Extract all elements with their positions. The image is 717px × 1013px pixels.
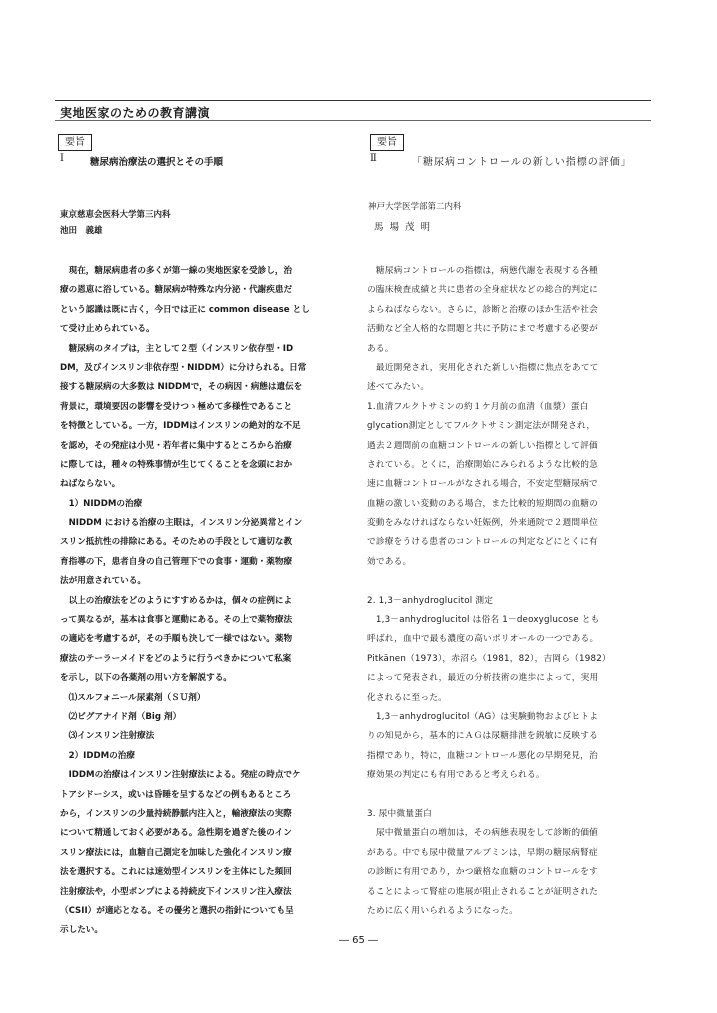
body-line: DM，及びインスリン非依存型・NIDDM）に分けられる。日常 xyxy=(60,362,307,373)
body-line: りの知見から，基本的にＡＧは尿糖排泄を鋭敏に反映する xyxy=(367,731,599,742)
summary-badge-right: 要旨 xyxy=(370,134,404,151)
body-line: 以上の治療法をどのようにすすめるかは，個々の症例によ xyxy=(60,595,293,606)
body-line: 最近開発され，実用化された新しい指標に焦点をあてて xyxy=(367,362,599,373)
body-line: Pitkänen（1973），赤沼ら（1981，82），吉岡ら（1982） xyxy=(367,653,611,664)
lecture-title-left: 糖尿病治療法の選択とその手順 xyxy=(90,157,224,168)
body-line: トアシドーシス，或いは昏睡を呈するなどの例もあるところ xyxy=(60,789,292,800)
body-line: よらねばならない。さらに，診断と治療のほか生活や社会 xyxy=(367,304,599,315)
body-line: ねばならない。 xyxy=(60,479,121,490)
body-line: ることによって腎症の進展が阻止されることが証明された xyxy=(367,886,599,897)
body-line: 療の恩恵に浴している。糖尿病が特殊な内分泌・代謝疾患だ xyxy=(60,285,293,296)
body-line: という認識は既に古く，今日では正に common disease とし xyxy=(60,304,310,315)
body-line: 呼ばれ，血中で最も濃度の高いポリオールの一つである。 xyxy=(367,634,599,645)
body-line: 法を選択する。これには速効型インスリンを主体にした頻回 xyxy=(60,867,292,878)
body-line xyxy=(367,786,611,805)
body-line: 尿中微量蛋白の増加は，その病態表現をして診断的価値 xyxy=(367,828,599,839)
top-rule xyxy=(55,100,651,101)
body-line: 1）NIDDMの治療 xyxy=(60,498,143,509)
body-line: から，インスリンの少量持続静脈内注入と，輸液療法の実際 xyxy=(60,808,292,819)
body-line: 指標であり，特に，血糖コントロール悪化の早期発見，治 xyxy=(367,750,598,761)
body-line: 糖尿病のタイプは，主として２型（インスリン依存型・ID xyxy=(60,343,294,354)
body-line: 1.血清フルクトサミンの約１ケ月前の血清（血漿）蛋白 xyxy=(367,401,589,412)
body-line: て受け止められている。 xyxy=(60,324,155,335)
abstract-body-right xyxy=(367,262,611,921)
body-line: で診療をうける患者のコントロールの判定などにとくに有 xyxy=(367,537,598,548)
body-line xyxy=(367,572,611,591)
body-line: 血糖の激しい変動のある場合，また比較的短期間の血糖の xyxy=(367,498,599,509)
body-line: 背景に，環境要因の影響を受けつゝ極めて多様性であること xyxy=(60,401,293,412)
body-line: 変動をみなければならない妊娠例，外来通院で２週間単位 xyxy=(367,518,599,529)
body-line: 療法のテーラーメイドをどのように行うべきかについて私案 xyxy=(60,653,292,664)
body-line: glycation測定としてフルクトサミン測定法が開発され， xyxy=(367,421,596,432)
author-left: 池田 義雄 xyxy=(60,226,103,236)
body-line: ⑴スルフォニール尿素剤（ＳＵ剤） xyxy=(60,692,206,703)
page-number: ― 65 ― xyxy=(338,935,379,946)
body-line: 活動など全人格的な問題と共に予防にまで考慮する必要が xyxy=(367,324,599,335)
abstract-body-left xyxy=(60,262,310,941)
body-line: されている。とくに，治療開始にみられるような比較的急 xyxy=(367,459,599,470)
body-line: って異なるが，基本は食事と運動にある。その上で薬物療法 xyxy=(60,615,293,626)
body-line: 1,3－anhydroglucitol は俗名 1－deoxyglucose とも xyxy=(367,615,600,626)
journal-section-title: 実地医家のための教育講演 xyxy=(60,106,211,120)
body-line: ために広く用いられるようになった。 xyxy=(367,905,519,916)
body-line: ⑶インスリン注射療法 xyxy=(60,731,155,742)
header-rule xyxy=(55,120,651,121)
body-line: 接する糖尿病の大多数は NIDDMで，その病因・病態は遺伝を xyxy=(60,382,303,393)
body-line: 法が用意されている。 xyxy=(60,576,146,587)
lecture-number-left: Ⅰ xyxy=(60,153,64,164)
body-line: によって発表され，最近の分析技術の進歩によって，実用 xyxy=(367,673,599,684)
body-line: の適応を考慮するが，その手順も決して一様ではない。薬物 xyxy=(60,634,293,645)
body-line: （CSII）が適応となる。その優劣と選択の指針についても呈 xyxy=(60,905,294,916)
author-right: 馬場茂明 xyxy=(374,222,437,233)
body-line: 育指導の下，患者自身の自己管理下での食事・運動・薬物療 xyxy=(60,556,293,567)
body-line: 化されるに至った。 xyxy=(367,692,447,703)
body-line: 1,3－anhydroglucitol（AG）は実験動物およびヒトよ xyxy=(367,711,599,722)
body-line: 効である。 xyxy=(367,556,412,567)
body-line: 速に血糖コントロールがなされる場合，不安定型糖尿病で xyxy=(367,479,598,490)
body-line: IDDMの治療はインスリン注射療法による。発症の時点でケ xyxy=(60,770,301,781)
lecture-number-right: Ⅱ xyxy=(370,153,377,164)
body-line: 3. 尿中微量蛋白 xyxy=(367,808,432,819)
lecture-title-right: 「糖尿病コントロールの新しい指標の評価」 xyxy=(412,157,632,168)
body-line: がある。中でも尿中微量アルブミンは，早期の糖尿病腎症 xyxy=(367,847,598,858)
body-line: に際しては，種々の特殊事情が生じてくることを念頭におか xyxy=(60,459,293,470)
body-line: ある。 xyxy=(367,343,394,354)
body-line: 現在，糖尿病患者の多くが第一線の実地医家を受診し，治 xyxy=(60,266,293,276)
body-line: を示し，以下の各薬剤の用い方を解説する。 xyxy=(60,673,232,684)
summary-badge-left: 要旨 xyxy=(58,134,92,151)
body-line: の臨床検査成績と共に患者の全身症状などの総合的判定に xyxy=(367,285,599,296)
body-line: 2）IDDMの治療 xyxy=(60,750,135,761)
body-line: 2. 1,3－anhydroglucitol 測定 xyxy=(367,595,494,606)
body-line: の診断に有用であり，かつ厳格な血糖のコントロールをす xyxy=(367,867,598,878)
affiliation-right: 神戸大学医学部第二内科 xyxy=(368,202,462,212)
body-line: 療効果の判定にも有用であると考えられる。 xyxy=(367,770,545,781)
body-line: 注射療法や，小型ポンプによる持続皮下インスリン注入療法 xyxy=(60,886,292,897)
affiliation-left: 東京慈恵会医科大学第三内科 xyxy=(60,210,171,220)
body-line: を特徴としている。一方，IDDMはインスリンの絶対的な不足 xyxy=(60,421,301,432)
body-line: 示したい。 xyxy=(60,925,103,936)
body-line: 糖尿病コントロールの指標は，病態代謝を表現する各種 xyxy=(367,266,598,276)
body-line: 述べてみたい。 xyxy=(367,382,430,393)
body-line: ⑵ビグアナイド剤（Big 剤） xyxy=(60,711,182,722)
body-line: スリン抵抗性の排除にある。そのための手段として適切な教 xyxy=(60,537,293,548)
body-line: NIDDM における治療の主眼は，インスリン分泌異常とイン xyxy=(60,518,303,529)
body-line: スリン療法には，血糖自己測定を加味した強化インスリン療 xyxy=(60,847,292,858)
body-line: について精通しておく必要がある。急性期を過ぎた後のイン xyxy=(60,828,292,839)
body-line: を認め，その発症は小児・若年者に集中するところから治療 xyxy=(60,440,292,451)
body-line: 過去２週間前の血糖コントロールの新しい指標として評価 xyxy=(367,440,598,451)
